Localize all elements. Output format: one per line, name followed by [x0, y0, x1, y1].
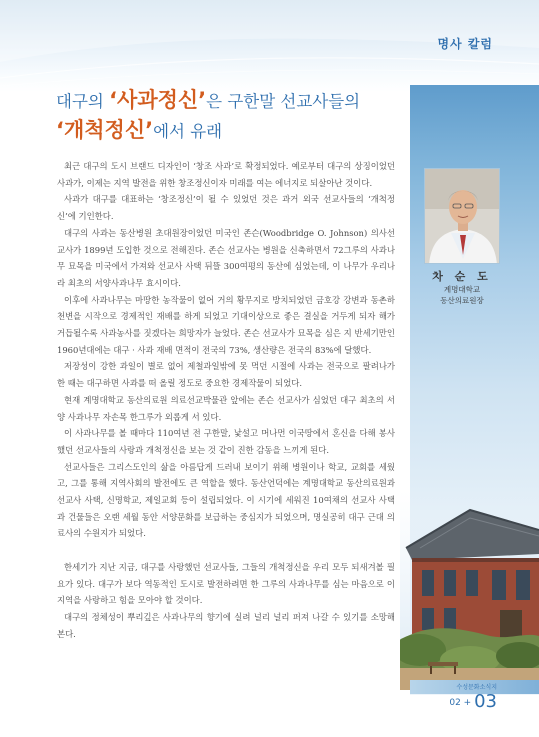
article-title — [56, 86, 396, 146]
paragraph: 이 사과나무를 볼 때마다 110여년 전 구한말, 낯설고 머나먼 이국땅에서 혼신을 다해 봉사했던 선교사들의 사랑과 개척정신을 보는 것 같이 진한 감동을 느끼게 된다. — [57, 428, 395, 455]
paragraph: 최근 대구의 도시 브랜드 디자인이 ‘창조 사과’로 확정되었다. 예로부터 대구의 상징이었던 사과가, 이제는 지역 발전을 위한 창조정신이자 미래를 여는 에너지로 되살아난 것이다. — [57, 161, 395, 188]
author-affiliation-university: 계명대학교 — [443, 285, 481, 294]
author-affiliation-position: 동산의료원장 — [440, 296, 484, 305]
publication-name: 수성문화소식지 — [456, 684, 497, 691]
paragraph: 대구의 사과는 동산병원 초대원장이었던 미국인 존슨(Woodbridge O. Johnson) 의사선교사가 1899년 도입한 것으로 전해진다. 존슨 선교사는 병원을 신축하면서 72그루의 사과나무 묘목을 미국에서 가져와 선교사 사택 뒤뜰 300여평의 동산에 심었는데, 이 나무가 우리나라 최초의 서양사과나무 효시이다. — [57, 227, 395, 288]
article-body — [57, 158, 395, 642]
title-line-2 — [56, 116, 396, 146]
title-line-1-after: 은 구한말 선교사들의 — [206, 92, 361, 111]
paragraph: 선교사들은 그리스도인의 삶을 아름답게 드러내 보이기 위해 병원이나 학교, 교회를 세웠고, 그를 통해 지역사회의 발전에도 큰 역할을 했다. 동산언덕에는 계명대학교 동산의료원과 선교사 사택, 신명학교, 제일교회 등이 설립되었다. 이 시기에 세워진 10여채의 선교사 사택과 건물들은 오랜 세월 동안 서양문화를 보급하는 중심지가 되었으며, 명실공히 대구 근대 의료사의 수원지가 되었다. — [57, 461, 395, 539]
title-line-1 — [56, 86, 396, 116]
author-name: 차 순 도 — [432, 270, 492, 283]
section-label: 명사 칼럼 — [437, 37, 493, 51]
missionary-house-illustration — [400, 490, 539, 690]
paragraph: 사과가 대구를 대표하는 ‘창조정신’이 될 수 있었던 것은 과거 외국 선교사들의 ‘개척정신’에 기인한다. — [57, 194, 395, 222]
missionary-house-image — [400, 490, 539, 690]
page-number-left: 02 + — [449, 698, 472, 708]
title-line-2-after: 에서 유래 — [153, 122, 223, 141]
paragraph: 저장성이 강한 과일이 별로 없어 제철과일밖에 못 먹던 시절에 사과는 전국으로 팔려나가 한 때는 대구하면 사과를 떠 올릴 정도로 중요한 경제작물이 되었다. — [57, 361, 395, 389]
author-portrait-image — [425, 169, 500, 264]
paragraph: 한세기가 지난 지금, 대구를 사랑했던 선교사들, 그들의 개척정신을 우리 모두 되새겨볼 필요가 있다. 대구가 보다 역동적인 도시로 발전하려면 한 그루의 사과나무를 심는 마음으로 이 지역을 사랑하고 힘을 모아야 할 것이다. — [57, 561, 395, 606]
title-keyword-apple-spirit: ‘사과정신’ — [109, 88, 207, 112]
paragraph: 이후에 사과나무는 마땅한 농작물이 없어 거의 황무지로 방치되었던 금호강 강변과 동촌하천변을 시작으로 경제적인 재배를 하게 되었고 기대이상으로 좋은 결실을 거두게 되자 해가 거듭될수록 사과농사를 짓겠다는 희망자가 늘었다. 존슨 선교사가 묘목을 심은 지 반세기만인 1960년대에는 대구 · 사과 재배 면적이 전국의 73%, 생산량은 전국의 83%에 달했다. — [57, 294, 395, 355]
page-number-right: 03 — [474, 691, 497, 712]
title-line-1-before: 대구의 — [56, 92, 110, 111]
paragraph: 현재 계명대학교 동산의료원 의료선교박물관 앞에는 존슨 선교사가 심었던 대구 최초의 서양 사과나무 자손목 한그루가 외롭게 서 있다. — [57, 394, 395, 422]
page-numbers — [449, 693, 497, 712]
page-footer — [449, 683, 497, 712]
title-keyword-pioneer-spirit: ‘개척정신’ — [56, 118, 154, 142]
paragraph: 대구의 정체성이 뿌리깊은 사과나무의 향기에 실려 널리 널리 퍼져 나갈 수 있기를 소망해 본다. — [57, 611, 395, 639]
author-affiliation — [410, 284, 514, 306]
author-portrait — [424, 168, 500, 264]
